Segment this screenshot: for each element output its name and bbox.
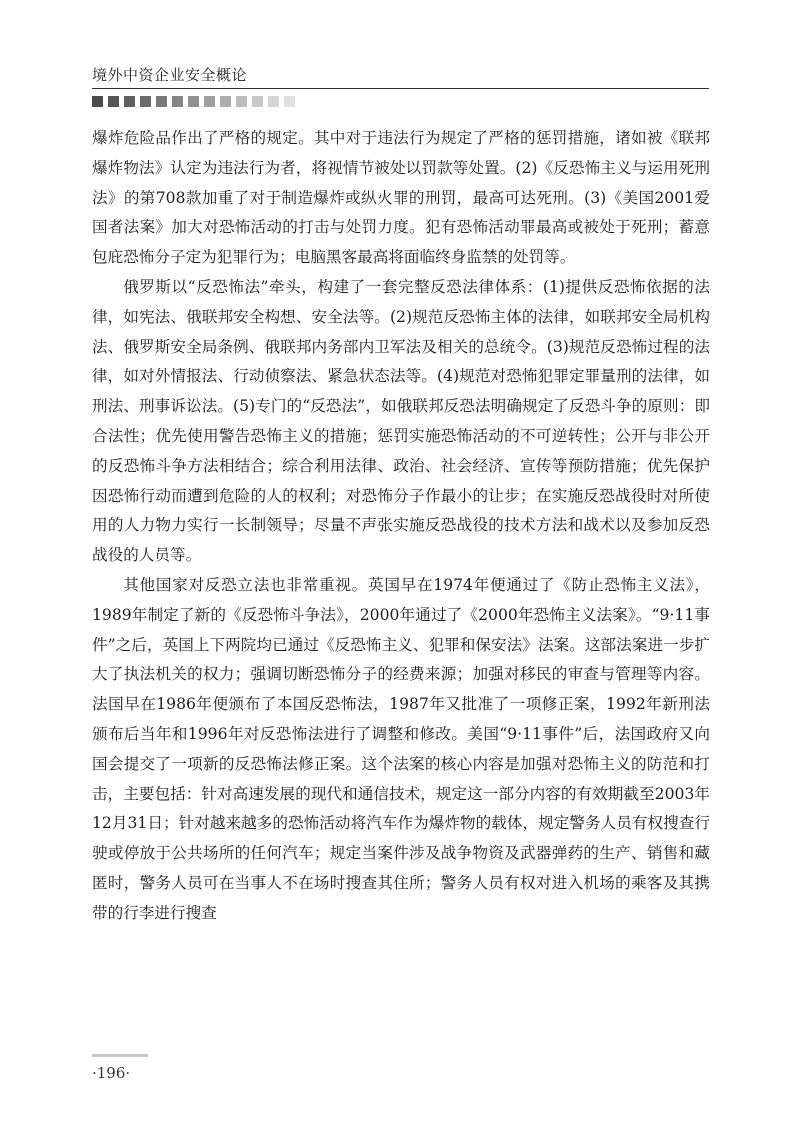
header-decoration-square: [172, 96, 183, 107]
header-decoration-square: [124, 96, 135, 107]
running-header-title: 境外中资企业安全概论: [92, 66, 248, 84]
header-decoration-square: [204, 96, 215, 107]
header-rule: [92, 88, 709, 89]
page-number: ·196·: [92, 1064, 131, 1082]
body-text: [92, 124, 710, 929]
paragraph-continued: 爆炸危险品作出了严格的规定。其中对于违法行为规定了严格的惩罚措施，诸如被《联邦爆炸物法》认定为违法行为者，将视情节被处以罚款等处置。(2)《反恐怖主义与运用死刑法》的第708款加重了对于制造爆炸或纵火罪的刑罚，最高可达死刑。(3)《美国2001爱国者法案》加大对恐怖活动的打击与处罚力度。犯有恐怖活动罪最高或被处于死刑；蓄意包庇恐怖分子定为犯罪行为；电脑黑客最高将面临终身监禁的处罚等。: [92, 129, 710, 267]
header-decoration-square: [220, 96, 231, 107]
header-decoration-square: [108, 96, 119, 107]
paragraph-russia: 俄罗斯以“反恐怖法”牵头，构建了一套完整反恐法律体系：(1)提供反恐怖依据的法律，如宪法、俄联邦安全构想、安全法等。(2)规范反恐怖主体的法律，如联邦安全局机构法、俄罗斯安全局条例、俄联邦内务部内卫军法及相关的总统令。(3)规范反恐怖过程的法律，如对外情报法、行动侦察法、紧急状态法等。(4)规范对恐怖犯罪定罪量刑的法律，如刑法、刑事诉讼法。(5)专门的“反恐法”，如俄联邦反恐法明确规定了反恐斗争的原则：即合法性；优先使用警告恐怖主义的措施；惩罚实施恐怖活动的不可逆转性；公开与非公开的反恐怖斗争方法相结合；综合利用法律、政治、社会经济、宣传等预防措施；优先保护因恐怖行动而遭到危险的人的权利；对恐怖分子作最小的让步；在实施反恐战役时对所使用的人力物力实行一长制领导；尽量不声张实施反恐战役的技术方法和战术以及参加反恐战役的人员等。: [92, 277, 710, 565]
header-decoration-square: [252, 96, 263, 107]
header-decoration-square: [284, 96, 295, 107]
header-decoration-square: [156, 96, 167, 107]
header-decoration-bars: [92, 96, 295, 108]
header-decoration-square: [92, 96, 103, 107]
header-decoration-square: [140, 96, 151, 107]
header-decoration-square: [188, 96, 199, 107]
footer-rule: [92, 1054, 148, 1057]
header-decoration-square: [236, 96, 247, 107]
header-decoration-square: [268, 96, 279, 107]
paragraph-other-countries: 其他国家对反恐立法也非常重视。英国早在1974年便通过了《防止恐怖主义法》，1989年制定了新的《反恐怖斗争法》，2000年通过了《2000年恐怖主义法案》。“9·11事件”之后，英国上下两院均已通过《反恐怖主义、犯罪和保安法》法案。这部法案进一步扩大了执法机关的权力；强调切断恐怖分子的经费来源；加强对移民的审查与管理等内容。法国早在1986年便颁布了本国反恐怖法，1987年又批准了一项修正案，1992年新刑法颁布后当年和1996年对反恐怖法进行了调整和修改。美国“9·11事件”后，法国政府又向国会提交了一项新的反恐怖法修正案。这个法案的核心内容是加强对恐怖主义的防范和打击，主要包括：针对高速发展的现代和通信技术，规定这一部分内容的有效期截至2003年12月31日；针对越来越多的恐怖活动将汽车作为爆炸物的载体，规定警务人员有权搜查行驶或停放于公共场所的任何汽车；规定当案件涉及战争物资及武器弹药的生产、销售和藏匿时，警务人员可在当事人不在场时搜查其住所；警务人员有权对进入机场的乘客及其携带的行李进行搜查: [92, 575, 710, 922]
